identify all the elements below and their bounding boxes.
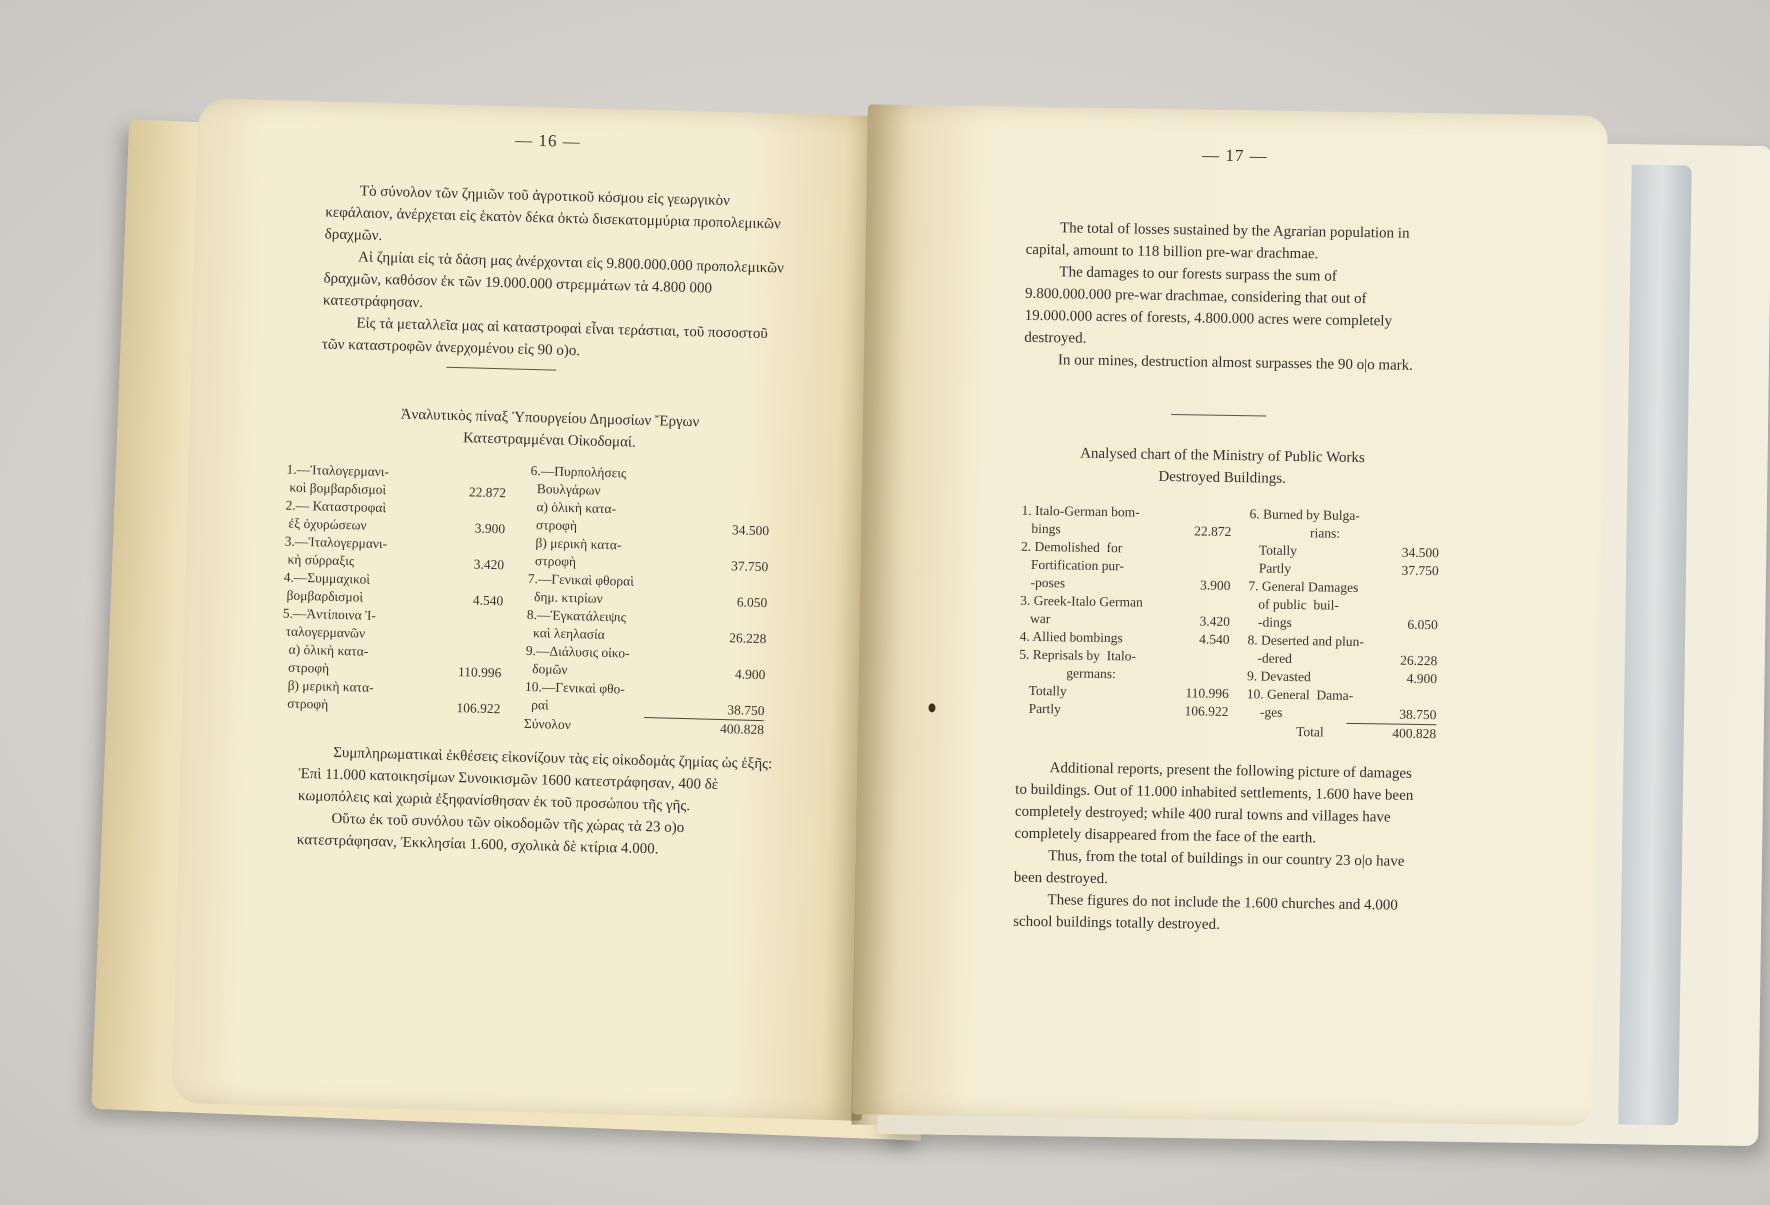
intro-text — [1024, 217, 1426, 377]
table-row — [527, 570, 768, 612]
paragraph: Additional reports, present the following picture of damages to buildings. Out of 11.000 inhabited settlements, 1.600 have been completely destroyed; while 400 rural towns and villages have completely disappeared from the face of the earth. — [1014, 760, 1414, 847]
row-label: 10.—Γενικαὶ φθο- ραὶ — [524, 678, 626, 713]
row-value: 4.540 — [472, 592, 504, 609]
row-value: 37.750 — [730, 558, 769, 575]
table-total-row — [1296, 723, 1437, 743]
row-value: 106.922 — [1184, 703, 1229, 719]
table-row — [1020, 592, 1231, 631]
table-title: Analysed chart of the Ministry of Public Works — [1080, 445, 1365, 467]
row-label: 5.—Ἀντίποινα Ἰ- ταλογερμανῶν — [282, 605, 377, 641]
row-label: 9.—Διάλυσις οἰκο- δομῶν — [525, 642, 630, 678]
total-value: 400.828 — [1392, 725, 1437, 742]
paragraph: Τὸ σύνολον τῶν ζημιῶν τοῦ ἀγροτικοῦ κόσμου εἰς γεωργικὸν κεφάλαιον, ἀνέρχεται εἰς ἑκατὸν δέκα ὀκτὼ δισεκατομμύρια προπολεμικῶν δραχμῶν. — [324, 183, 781, 245]
table-row — [1248, 577, 1439, 634]
row-value: 3.900 — [1199, 577, 1231, 594]
row-value: 26.228 — [1400, 652, 1438, 669]
row-value: 3.900 — [474, 520, 506, 537]
table-row — [528, 534, 769, 576]
paper-speck — [928, 703, 935, 712]
paragraph: The damages to our forests surpass the sum of 9.800.000.000 pre-war drachmae, considering that out of 19.000.000 acres of forests, 4.800.000 acres were completely destroyed. — [1024, 264, 1393, 347]
table-column-1 — [280, 461, 507, 719]
paragraph: Συμπληρωματικαὶ ἐκθέσεις εἰκονίζουν τὰς εἰς οἰκοδομὰς ζημίας ὡς ἑξῆς: Ἐπὶ 11.000 κατοικησίμων Συνοικισμῶν 1600 κατεστράφησαν, 400 δὲ κωμοπόλεις καὶ χωριὰ ἐξηφανίσθησαν ἐκ τοῦ προσώπου τῆς γῆς. — [297, 744, 773, 815]
row-value: 4.540 — [1199, 631, 1230, 647]
row-label: 10. General Dama- -ges — [1246, 686, 1354, 720]
row-value: 110.996 — [457, 664, 502, 681]
table-column-2 — [524, 462, 771, 739]
paragraph: These figures do not include the 1.600 churches and 4.000 school buildings totally destroyed. — [1013, 892, 1398, 933]
row-value: 38.750 — [1399, 706, 1437, 723]
total-label: Σύνολον — [523, 715, 571, 733]
row-label: 7. General Damages of public buil- -dings — [1247, 578, 1359, 630]
row-label: 4. Allied bombings — [1019, 628, 1123, 646]
row-value: 106.922 — [456, 700, 501, 717]
row-value — [700, 466, 771, 504]
row-label: 6. Burned by Bulga- rians: — [1249, 506, 1360, 541]
table-column-2 — [1246, 505, 1440, 743]
intro-text — [322, 180, 796, 368]
page-number: — 16 — — [515, 130, 582, 152]
row-value: 26.228 — [729, 630, 767, 647]
row-label: 3. Greek-Italo German war — [1019, 592, 1143, 627]
row-value: 3.420 — [473, 556, 505, 573]
table-row — [285, 497, 506, 539]
paragraph: Οὕτω ἐκ τοῦ συνόλου τῶν οἰκοδομῶν τῆς χώρας τὰ 23 ο)ο κατεστράφησαν, Ἐκκλησίαι 1.600, σχολικὰ δὲ κτίρια 4.000. — [296, 810, 685, 858]
open-book — [105, 95, 1665, 1140]
closing-text — [1013, 757, 1416, 939]
row-label: 1.—Ἰταλογερμανι- κοὶ βομβαρδισμοὶ — [285, 461, 390, 498]
row-value: 3.420 — [1199, 613, 1231, 629]
total-label: Total — [1296, 724, 1324, 740]
total-value: 400.828 — [719, 721, 765, 738]
row-label: 2.— Καταστροφαὶ ἐξ ὀχυρώσεων — [284, 497, 387, 533]
row-label: β) μερικὴ κατα- στροφὴ — [280, 677, 374, 712]
table-row — [1018, 700, 1228, 721]
table-subtitle: Κατεστραμμέναι Οἰκοδομαί. — [462, 430, 636, 451]
paragraph: Thus, from the total of buildings in our country 23 o|o have been destroyed. — [1013, 848, 1405, 888]
table-row — [282, 605, 503, 647]
table-row — [525, 642, 766, 684]
row-value: 22.872 — [468, 484, 507, 501]
divider — [1171, 414, 1266, 416]
row-label: 5. Reprisals by Italo- germans: — [1018, 646, 1137, 682]
table-row — [281, 641, 502, 683]
paragraph: Αἱ ζημίαι εἰς τὰ δάση μας ἀνέρχονται εἰς 9.800.000.000 προπολεμικῶν δραχμῶν, καθόσον ἐκ τῶν 19.000.000 στρεμμάτων τὰ 4.800 000 κατεστράφησαν. — [322, 249, 785, 312]
row-value — [1369, 507, 1440, 544]
row-label: α) ὁλικὴ κατα- στροφὴ — [281, 641, 369, 676]
table-row — [529, 498, 770, 540]
row-label: 8.—Ἐγκατάλειψις καὶ λεηλασία — [526, 606, 627, 642]
paragraph: In our mines, destruction almost surpasses the 90 o|o mark. — [1057, 352, 1414, 374]
row-label: α) ὁλικὴ κατα- στροφὴ — [529, 498, 617, 534]
page-number: — 17 — — [1202, 145, 1268, 166]
table-row — [526, 606, 767, 648]
table-row — [280, 677, 501, 719]
row-label: 7.—Γενικαὶ φθοραὶ δημ. κτιρίων — [527, 570, 635, 606]
row-label: Totally — [1018, 682, 1067, 699]
table-row — [1019, 646, 1230, 685]
table-row — [286, 461, 507, 503]
row-label: Partly — [1018, 700, 1061, 717]
table-subtitle: Destroyed Buildings. — [1158, 468, 1287, 487]
row-value: 6.050 — [1407, 616, 1438, 633]
row-label: 6.—Πυρπολήσεις Βουλγάρων — [529, 462, 627, 498]
row-label: β) μερικὴ κατα- στροφὴ — [528, 534, 622, 570]
row-label: 1. Italo-German bom- bings — [1021, 502, 1140, 537]
table-title: Ἀναλυτικὸς πίναξ Ὑπουργείου Δημοσίων Ἔργων — [400, 406, 700, 431]
row-value: 34.500 — [731, 522, 770, 539]
row-value: 110.996 — [1185, 685, 1229, 701]
table-row — [1249, 505, 1440, 544]
row-label: Partly — [1248, 560, 1292, 576]
row-value: 38.750 — [727, 702, 765, 719]
left-page — [172, 98, 888, 1121]
row-value — [1159, 648, 1230, 685]
row-label: Totally — [1248, 542, 1298, 559]
row-value: 34.500 — [1401, 544, 1440, 561]
row-value — [432, 608, 503, 646]
right-page — [852, 104, 1608, 1125]
table-row — [524, 678, 765, 720]
paragraph: The total of losses sustained by the Agrarian population in capital, amount to 118 billion pre-war drachmae. — [1025, 220, 1410, 263]
table-row — [530, 462, 771, 504]
row-label: 4.—Συμμαχικοὶ βομβαρδισμοὶ — [283, 569, 371, 605]
table-column-1 — [1018, 502, 1231, 721]
row-label: 9. Devasted — [1246, 668, 1311, 685]
row-label: 8. Deserted and plun- -dered — [1247, 632, 1364, 666]
table-total-row — [523, 715, 765, 739]
row-value: 37.750 — [1401, 562, 1439, 579]
row-label: 3.—Ἰταλογερμανι- κὴ σύρραξις — [284, 533, 388, 569]
closing-text — [297, 741, 790, 864]
table-caption — [309, 401, 790, 458]
row-value: 4.900 — [734, 666, 766, 683]
row-label: 2. Demolished for Fortification pur- -poses — [1020, 538, 1125, 591]
row-value: 4.900 — [1406, 670, 1438, 687]
table-row — [283, 569, 504, 611]
table-row — [1246, 685, 1437, 724]
table-row — [1247, 631, 1438, 670]
row-value: 6.050 — [736, 594, 768, 611]
divider — [446, 367, 556, 371]
table-row — [284, 533, 505, 575]
table-caption — [1012, 442, 1433, 493]
table-row — [1021, 502, 1232, 541]
row-value: 22.872 — [1194, 523, 1232, 540]
table-row — [1020, 538, 1231, 595]
paragraph: Εἰς τὰ μεταλλεῖα μας αἱ καταστροφαὶ εἶναι τεράστιαι, τοῦ ποσοστοῦ τῶν καταστροφῶν ἀνερχομένου εἰς 90 ο)ο. — [321, 315, 768, 360]
